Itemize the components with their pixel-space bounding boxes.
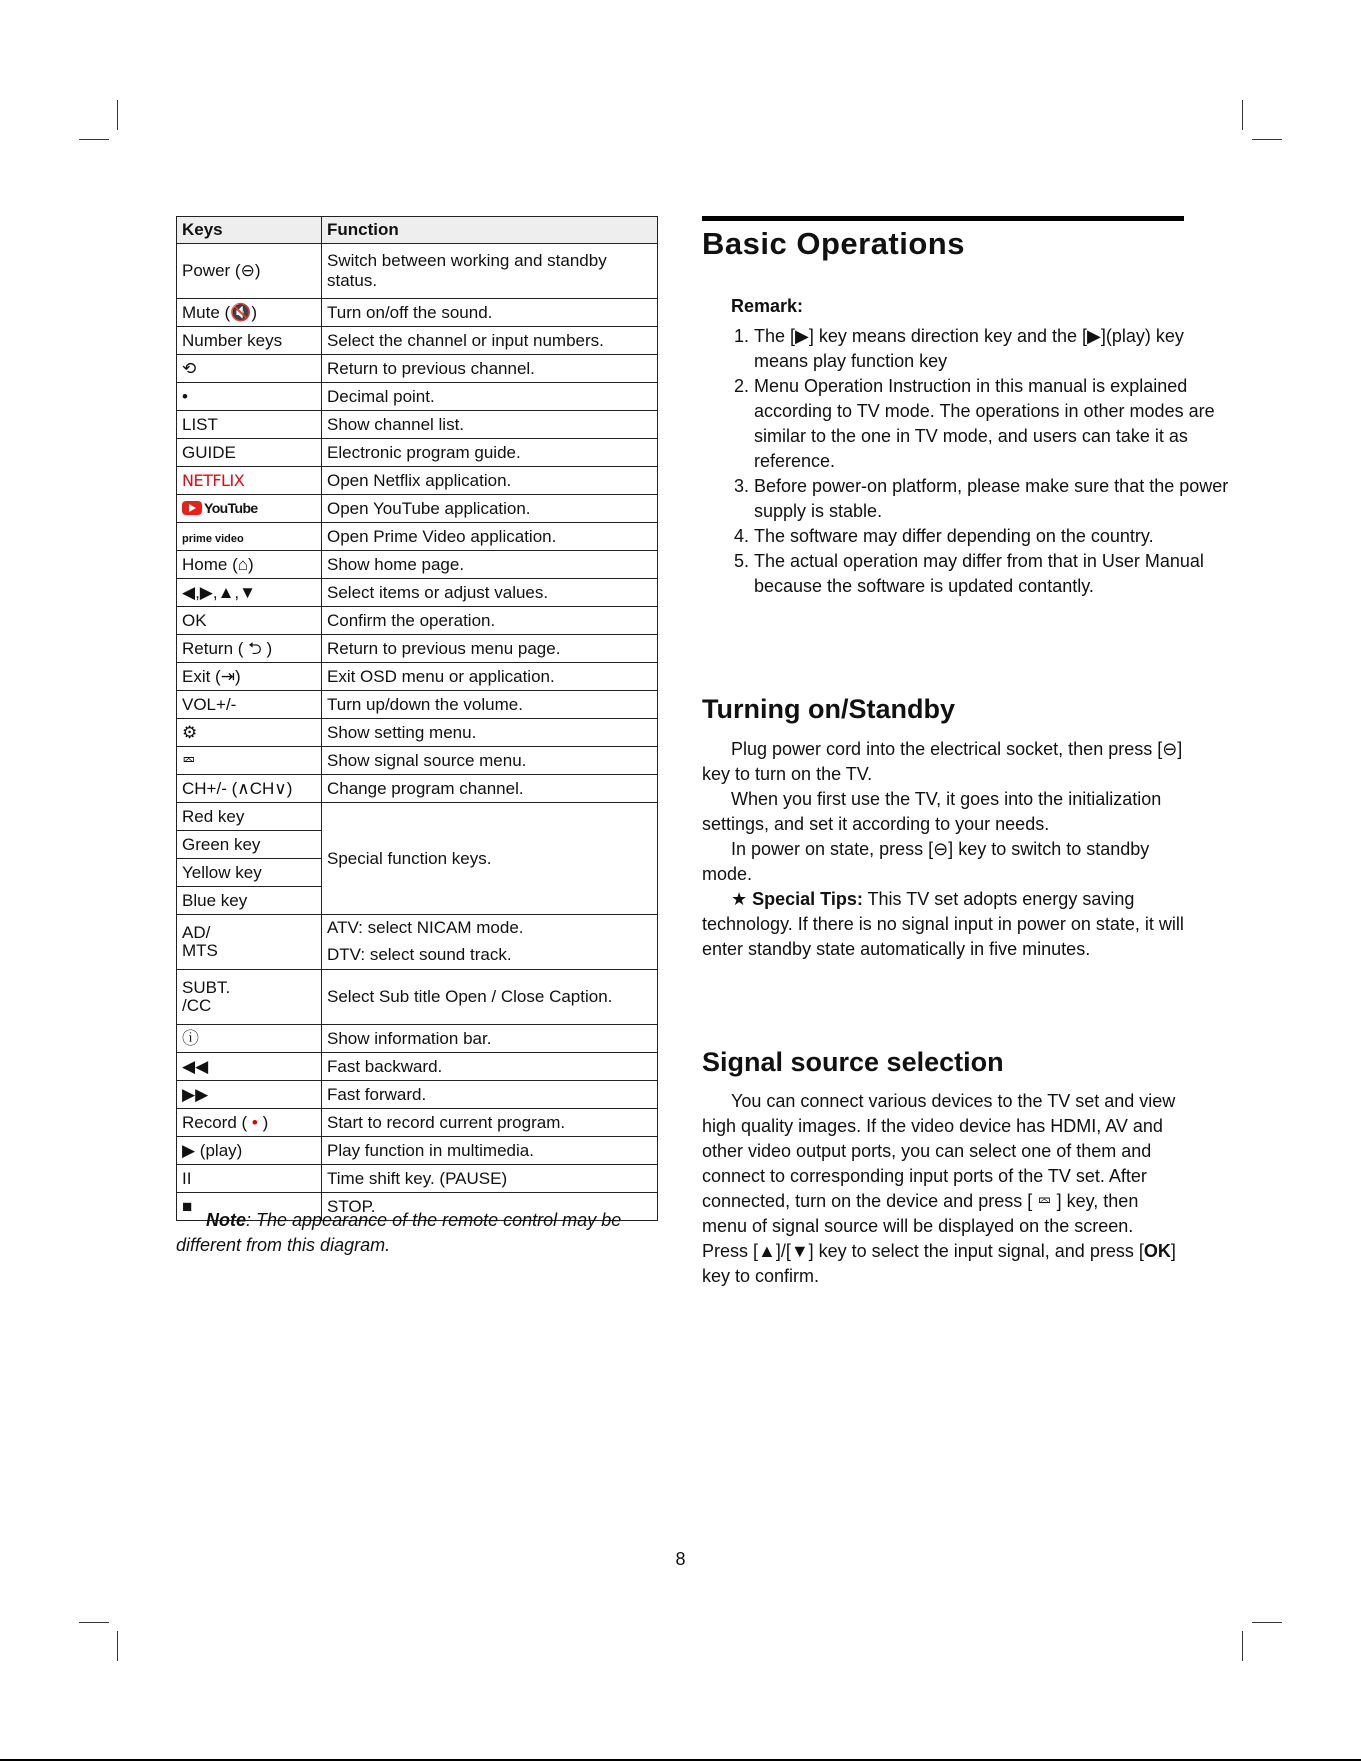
paragraph: In power on state, press [⊖] key to switch to standby mode. <box>702 839 1150 884</box>
ok-key: OK <box>1143 1241 1171 1261</box>
key-cell: GUIDE <box>177 439 322 467</box>
note-text: : The appearance of the remote control may be different from this diagram. <box>176 1210 622 1255</box>
crop-mark <box>1252 139 1282 140</box>
key-cell: Exit (⇥) <box>177 663 322 691</box>
list-item: 5. The actual operation may differ from that in User Manual because the software is updated contantly. <box>754 549 1236 599</box>
key-cell: VOL+/- <box>177 691 322 719</box>
key-cell: II <box>177 1165 322 1193</box>
table-row <box>177 1053 658 1081</box>
table-row <box>177 299 658 327</box>
table-row <box>177 747 658 775</box>
function-cell: Open YouTube application. <box>322 495 658 523</box>
standby-text <box>702 737 1184 962</box>
table-row <box>177 719 658 747</box>
key-cell: Home (⌂) <box>177 551 322 579</box>
tips-label: ★ Special Tips: <box>731 889 863 909</box>
key-cell: ◀,▶,▲,▼ <box>177 579 322 607</box>
table-row <box>177 244 658 299</box>
function-cell: Select the channel or input numbers. <box>322 327 658 355</box>
crop-mark <box>117 1631 118 1661</box>
key-cell: Power (⊖) <box>177 244 322 299</box>
key-cell: ▶▶ <box>177 1081 322 1109</box>
header-keys: Keys <box>177 217 322 244</box>
function-cell: Show home page. <box>322 551 658 579</box>
key-cell: Red key <box>177 803 322 831</box>
key-cell: LIST <box>177 411 322 439</box>
list-item: 2. Menu Operation Instruction in this manual is explained according to TV mode. The operations in other modes are similar to the one in TV mode, and users can take it as reference. <box>754 374 1236 474</box>
function-cell: Show information bar. <box>322 1025 658 1053</box>
key-cell: OK <box>177 607 322 635</box>
table-row <box>177 635 658 663</box>
table-row <box>177 663 658 691</box>
list-item: 1. The [▶] key means direction key and the [▶](play) key means play function key <box>754 324 1236 374</box>
table-row <box>177 383 658 411</box>
crop-mark <box>1242 1631 1243 1661</box>
function-cell: Select items or adjust values. <box>322 579 658 607</box>
table-row <box>177 327 658 355</box>
function-cell: Return to previous channel. <box>322 355 658 383</box>
function-cell: Select Sub title Open / Close Caption. <box>322 970 658 1025</box>
table-row <box>177 607 658 635</box>
function-cell: Open Prime Video application. <box>322 523 658 551</box>
table-header-row <box>177 217 658 244</box>
table-row <box>177 579 658 607</box>
crop-mark <box>117 100 118 130</box>
function-cell: Confirm the operation. <box>322 607 658 635</box>
key-cell <box>177 523 322 551</box>
signal-text-b: ] key to confirm. <box>702 1241 1176 1286</box>
key-cell: Return ( ⮌ ) <box>177 635 322 663</box>
tips-text: This TV set adopts energy saving technology. If there is no signal input in power on state, it will enter standby state automatically in five minutes. <box>702 889 1184 959</box>
paragraph: When you first use the TV, it goes into the initialization settings, and set it according to your needs. <box>702 789 1162 834</box>
key-cell: ⓘ <box>177 1025 322 1053</box>
function-cell: Change program channel. <box>322 775 658 803</box>
record-dot-icon: • <box>251 1112 258 1132</box>
key-cell: CH+/- (∧CH∨) <box>177 775 322 803</box>
function-cell: Special function keys. <box>322 803 658 915</box>
table-row <box>177 495 658 523</box>
key-cell: Green key <box>177 831 322 859</box>
function-cell: Time shift key. (PAUSE) <box>322 1165 658 1193</box>
page-number: 8 <box>675 1549 686 1569</box>
signal-text-a: You can connect various devices to the TV set and view high quality images. If the video device has HDMI, AV and other video output ports, you can select one of them and connect to corresponding input ports of the TV set. After connected, turn on the device and press [ ⮹ ] key, then menu of signal source will be displayed on the screen. Press [▲]/[▼] key to select the input signal, and press [ <box>702 1091 1176 1261</box>
table-row <box>177 1025 658 1053</box>
table-row <box>177 1081 658 1109</box>
paragraph <box>702 887 1184 962</box>
remote-keys-table <box>176 216 658 1221</box>
key-cell: ⚙ <box>177 719 322 747</box>
table-row <box>177 775 658 803</box>
table-row <box>177 1165 658 1193</box>
page-title: Basic Operations <box>702 226 965 261</box>
prime-video-logo-icon: prime video <box>182 532 244 545</box>
key-cell: Yellow key <box>177 859 322 887</box>
function-cell: Turn on/off the sound. <box>322 299 658 327</box>
remark-label: Remark: <box>731 296 804 316</box>
function-cell: Fast forward. <box>322 1081 658 1109</box>
function-cell: Show setting menu. <box>322 719 658 747</box>
key-cell: AD/ MTS <box>177 915 322 970</box>
section-title-standby: Turning on/Standby <box>702 694 955 724</box>
table-row <box>177 1137 658 1165</box>
key-cell: ⮹ <box>177 747 322 775</box>
key-cell: ■ <box>177 1193 322 1221</box>
signal-text <box>702 1089 1184 1289</box>
key-cell <box>177 495 322 523</box>
table-row <box>177 551 658 579</box>
table-row <box>177 915 658 970</box>
function-line: DTV: select sound track. <box>327 944 512 964</box>
section-title-signal: Signal source selection <box>702 1047 1004 1077</box>
list-item: 4. The software may differ depending on the country. <box>754 524 1236 549</box>
function-cell: Electronic program guide. <box>322 439 658 467</box>
key-cell: Record ( • ) <box>177 1109 322 1137</box>
paragraph <box>702 1089 1184 1289</box>
table-row <box>177 803 658 831</box>
key-cell: Mute (🔇) <box>177 299 322 327</box>
list-item: 3. Before power-on platform, please make sure that the power supply is stable. <box>754 474 1236 524</box>
key-cell: • <box>177 383 322 411</box>
table-row <box>177 467 658 495</box>
function-cell: Fast backward. <box>322 1053 658 1081</box>
crop-mark <box>1252 1622 1282 1623</box>
table-row <box>177 970 658 1025</box>
crop-mark <box>79 139 109 140</box>
remote-note <box>176 1208 658 1258</box>
key-cell: ◀◀ <box>177 1053 322 1081</box>
function-cell: STOP. <box>322 1193 658 1221</box>
function-cell: Show signal source menu. <box>322 747 658 775</box>
key-cell: ▶ (play) <box>177 1137 322 1165</box>
table-row <box>177 411 658 439</box>
table-row <box>177 439 658 467</box>
key-cell: Number keys <box>177 327 322 355</box>
function-cell: Start to record current program. <box>322 1109 658 1137</box>
paragraph: Plug power cord into the electrical socket, then press [⊖] key to turn on the TV. <box>702 739 1183 784</box>
function-cell <box>322 915 658 970</box>
crop-mark <box>1242 100 1243 130</box>
function-line: ATV: select NICAM mode. <box>327 917 524 937</box>
function-cell: Decimal point. <box>322 383 658 411</box>
key-cell: ⟲ <box>177 355 322 383</box>
key-cell: SUBT. /CC <box>177 970 322 1025</box>
function-cell: Show channel list. <box>322 411 658 439</box>
crop-mark <box>79 1622 109 1623</box>
key-cell: NETFLIX <box>177 467 322 495</box>
function-cell: Return to previous menu page. <box>322 635 658 663</box>
function-cell: Play function in multimedia. <box>322 1137 658 1165</box>
function-cell: Turn up/down the volume. <box>322 691 658 719</box>
note-label: Note <box>206 1210 246 1230</box>
function-cell: Exit OSD menu or application. <box>322 663 658 691</box>
table-row <box>177 1109 658 1137</box>
youtube-logo-icon: YouTube <box>182 498 258 518</box>
header-function: Function <box>322 217 658 244</box>
table-row <box>177 691 658 719</box>
remarks-list <box>702 324 1236 599</box>
table-row <box>177 523 658 551</box>
function-cell: Switch between working and standby status. <box>322 244 658 299</box>
key-cell: Blue key <box>177 887 322 915</box>
heading-rule <box>702 216 1184 221</box>
function-cell: Open Netflix application. <box>322 467 658 495</box>
table-row <box>177 355 658 383</box>
